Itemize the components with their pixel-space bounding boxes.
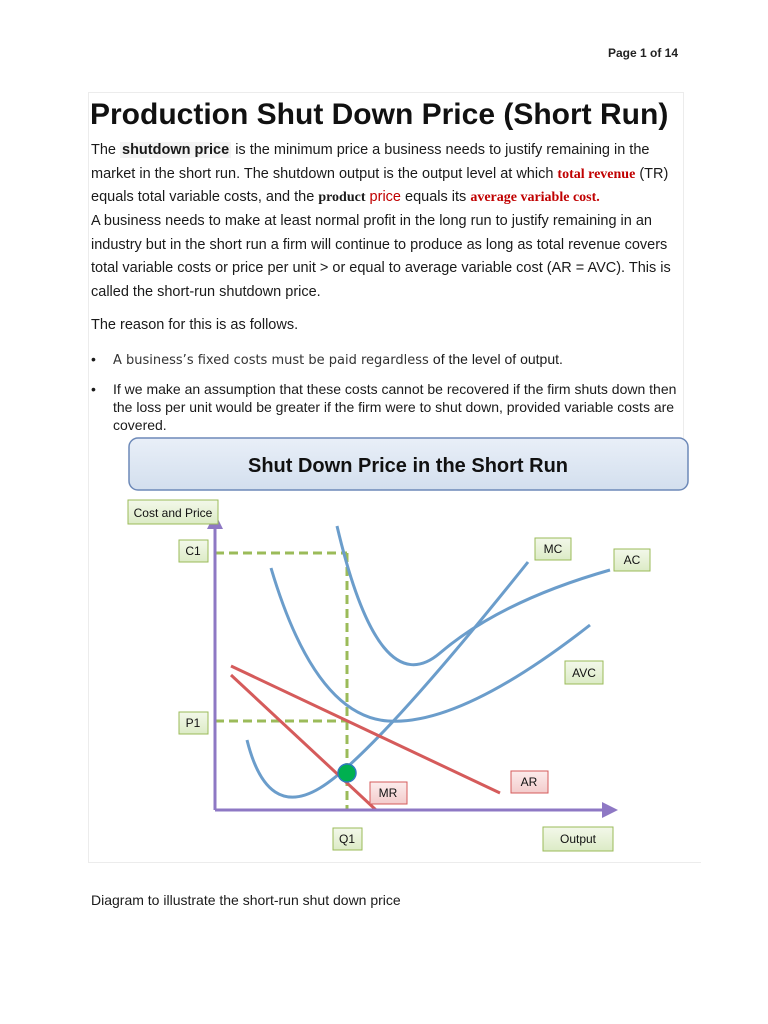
shutdown-price-diagram [88,437,702,863]
shutdown-point [338,764,356,782]
ar-label: AR [520,775,538,789]
x-axis-label: Output [559,832,597,846]
c1-label: C1 [185,544,201,558]
term-product: product [318,190,366,205]
bullet-list [91,350,681,444]
term-price: price [369,189,401,205]
bullet-item-fixed-costs [91,350,681,370]
mc-label: MC [543,542,563,556]
text-run: equals its [400,189,471,205]
text-run: The [91,142,121,158]
paragraph-normal-profit: A business needs to make at least normal profit in the long run to justify remaining in an industry but in the short run a firm will continue to produce as long as total revenue covers total variable costs or price per unit > or equal to average variable cost (AR = AVC). This is called the short-run shutdown price. [91,213,671,300]
ac-label: AC [623,553,641,567]
paragraph-shutdown-definition [91,139,681,210]
bullet-item-assumption: • If we make an assumption that these costs cannot be recovered if the firm shuts down then the loss per unit would be greater if the firm were to shut down, provided variable costs are covered. [91,380,681,434]
diagram-title: Shut Down Price in the Short Run [248,455,568,477]
page-number: Page 1 of 14 [608,46,679,60]
p1-label: P1 [185,716,201,730]
text-run: (TR) equals total variable costs, and the [91,165,669,205]
q1-label: Q1 [338,832,356,846]
text-run: is the minimum price a business needs to justify remaining in the market in the short run. The shutdown output is the output level at which [91,142,650,182]
x-axis-arrow [602,802,618,818]
page-title: Production Shut Down Price (Short Run) [90,98,669,131]
bullet-text: A business’s fixed costs must be paid regardless [113,353,433,368]
avc-label: AVC [572,666,596,680]
mr-label: MR [378,786,398,800]
y-axis-label: Cost and Price [133,506,213,520]
paragraph-reason-intro: The reason for this is as follows. [91,317,299,333]
term-average-variable-cost: average variable cost. [470,190,600,205]
mr-line [231,675,376,810]
avc-curve [271,568,590,721]
bullet-text: of the level of output. [432,351,563,367]
ar-line [231,666,500,793]
mc-curve [247,562,528,797]
diagram-caption: Diagram to illustrate the short-run shut down price [91,892,401,908]
term-shutdown-price: shutdown price [122,142,230,158]
term-total-revenue: total revenue [557,166,636,182]
